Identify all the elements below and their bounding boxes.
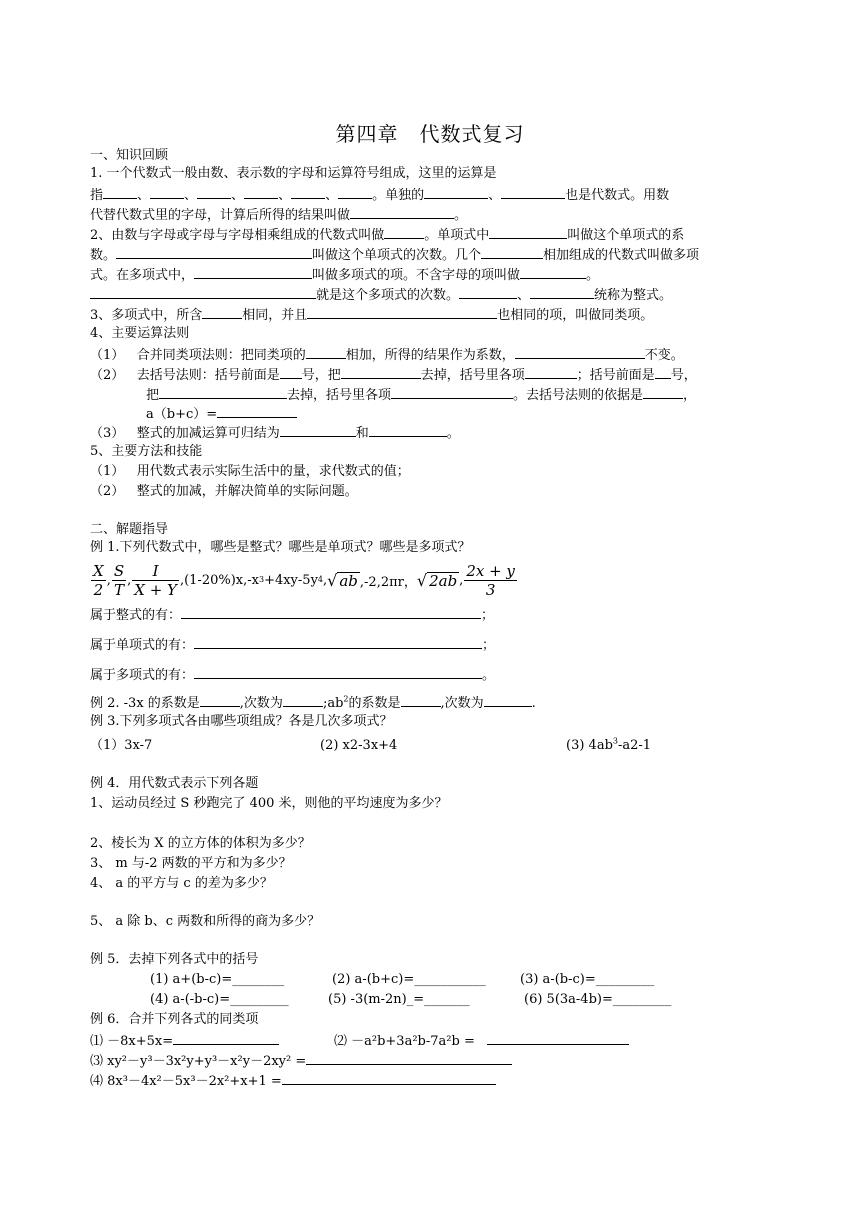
- fraction: $\frac{X}{2}$: [93, 561, 104, 599]
- text-line: 属于多项式的有： 。: [90, 668, 496, 683]
- text-line: 式。在多项式中， 叫做多项式的项。不含字母的项叫做 。: [90, 268, 600, 283]
- text-line: (2) x2-3x+4: [320, 738, 398, 753]
- text-line: （1）3x-7: [90, 738, 153, 753]
- text-line: 代替代数式里的字母，计算后所得的结果叫做 。: [90, 208, 468, 223]
- text-line: 4、主要运算法则: [90, 326, 190, 341]
- text-line: 例 6．合并下列各式的同类项: [90, 1012, 259, 1027]
- text-line: 3、多项式中，所含 相同，并且 也相同的项，叫做同类项。: [90, 308, 654, 323]
- section-heading: 二、解题指导: [90, 522, 169, 537]
- text-line: （2） 整式的加减，并解决简单的实际问题。: [90, 484, 358, 499]
- text-line: 5、 a 除 b、c 两数和所得的商为多少？: [90, 914, 321, 929]
- text-line: 1、运动员经过 S 秒跑完了 400 米，则他的平均速度为多少？: [90, 796, 448, 811]
- text-line: (3) $4ab^3-a2-1$: [566, 736, 652, 753]
- text-line: 属于整式的有： ；: [90, 608, 495, 623]
- text-line: (1) a+(b-c)=________: [150, 972, 285, 987]
- text-line: 例 3.下列多项式各由哪些项组成？各是几次多项式？: [90, 714, 393, 729]
- text-line: 属于单项式的有： ；: [90, 638, 496, 653]
- fraction: $\frac{S}{T}$: [113, 561, 125, 599]
- text-line: 2、由数与字母或字母与字母相乘组成的代数式叫做 。单项式中 叫做这个单项式的系: [90, 228, 685, 243]
- section-heading: 一、知识回顾: [90, 148, 169, 163]
- text-line: ⑴ －8x+5x=: [90, 1032, 279, 1050]
- text-line: （2） 去括号法则：括号前面是 号，把 去掉，括号里各项 ；括号前面是 号，: [90, 368, 697, 383]
- page-title: 第四章 代数式复习: [335, 122, 525, 146]
- square-root: √ 2ab: [416, 570, 458, 590]
- text-line: (2) a-(b+c)=___________: [332, 972, 486, 987]
- text-line: 例 4．用代数式表示下列各题: [90, 776, 259, 791]
- text-line: (6) 5(3a-4b)=_________: [524, 992, 672, 1007]
- fraction: $\frac{2x + y}{3}$: [466, 561, 515, 599]
- text-line: 例 5．去掉下列各式中的括号: [90, 952, 259, 967]
- square-root: √ ab: [327, 570, 358, 590]
- text-line: (3) a-(b-c)=_________: [520, 972, 655, 987]
- text-line: ⑶ xy²－y³－3x²y+y³－x²y－2xy² =: [90, 1052, 512, 1070]
- text-line: 5、主要方法和技能: [90, 444, 203, 459]
- text-line: （3） 整式的加减运算可归结为 和 。: [90, 426, 460, 441]
- fraction: $\frac{I}{X + Y}$: [134, 561, 177, 599]
- text-line: 3、 m 与-2 两数的平方和为多少？: [90, 856, 292, 871]
- text-line: 就是这个多项式的次数。 、 统称为整式。: [90, 286, 672, 304]
- text-line: 例 1.下列代数式中，哪些是整式？哪些是单项式？哪些是多项式？: [90, 540, 471, 555]
- text-line: 把 去掉，括号里各项 。去括号法则的依据是 ，: [146, 388, 697, 403]
- text-line: ⑷ 8x³－4x²－5x³－2x²+x+1 =: [90, 1072, 496, 1090]
- text-line: (5) -3(m-2n)_=_______: [328, 992, 470, 1007]
- text-line: ⑵ －a²b+3a²b-7a²b =: [334, 1032, 629, 1050]
- text-line: a（b+c）=: [146, 405, 297, 423]
- text-line: (4) a-(-b-c)=_________: [150, 992, 289, 1007]
- expression-list: $\frac{X}{2}$ , $\frac{S}{T}$ , $\frac{I}{X + Y}$ , (1-20%)x,-x 3 +4xy-5y 4 , √ ab ,-2,2πr， √ 2ab , $\frac{2x + y}{3}$: [93, 561, 515, 599]
- text-line: （1） 合并同类项法则：把同类项的 相加，所得的结果作为系数， 不变。: [90, 348, 684, 363]
- text-line: 数。 叫做这个单项式的次数。几个 相加组成的代数式叫做多项: [90, 248, 700, 263]
- text-line: 4、 a 的平方与 c 的差为多少？: [90, 876, 273, 891]
- text-line: （1） 用代数式表示实际生活中的量，求代数式的值；: [90, 464, 410, 479]
- text-line: 例 2. -3x 的系数是 ,次数为 $;ab^2$的系数是 ,次数为 .: [90, 694, 536, 711]
- text-line: 指 、 、 、 、 、 。单独的 、 也是代数式。用数: [90, 188, 670, 203]
- text-line: 2、棱长为 X 的立方体的体积为多少？: [90, 836, 311, 851]
- text-line: 1. 一个代数式一般由数、表示数的字母和运算符号组成，这里的运算是: [90, 166, 497, 181]
